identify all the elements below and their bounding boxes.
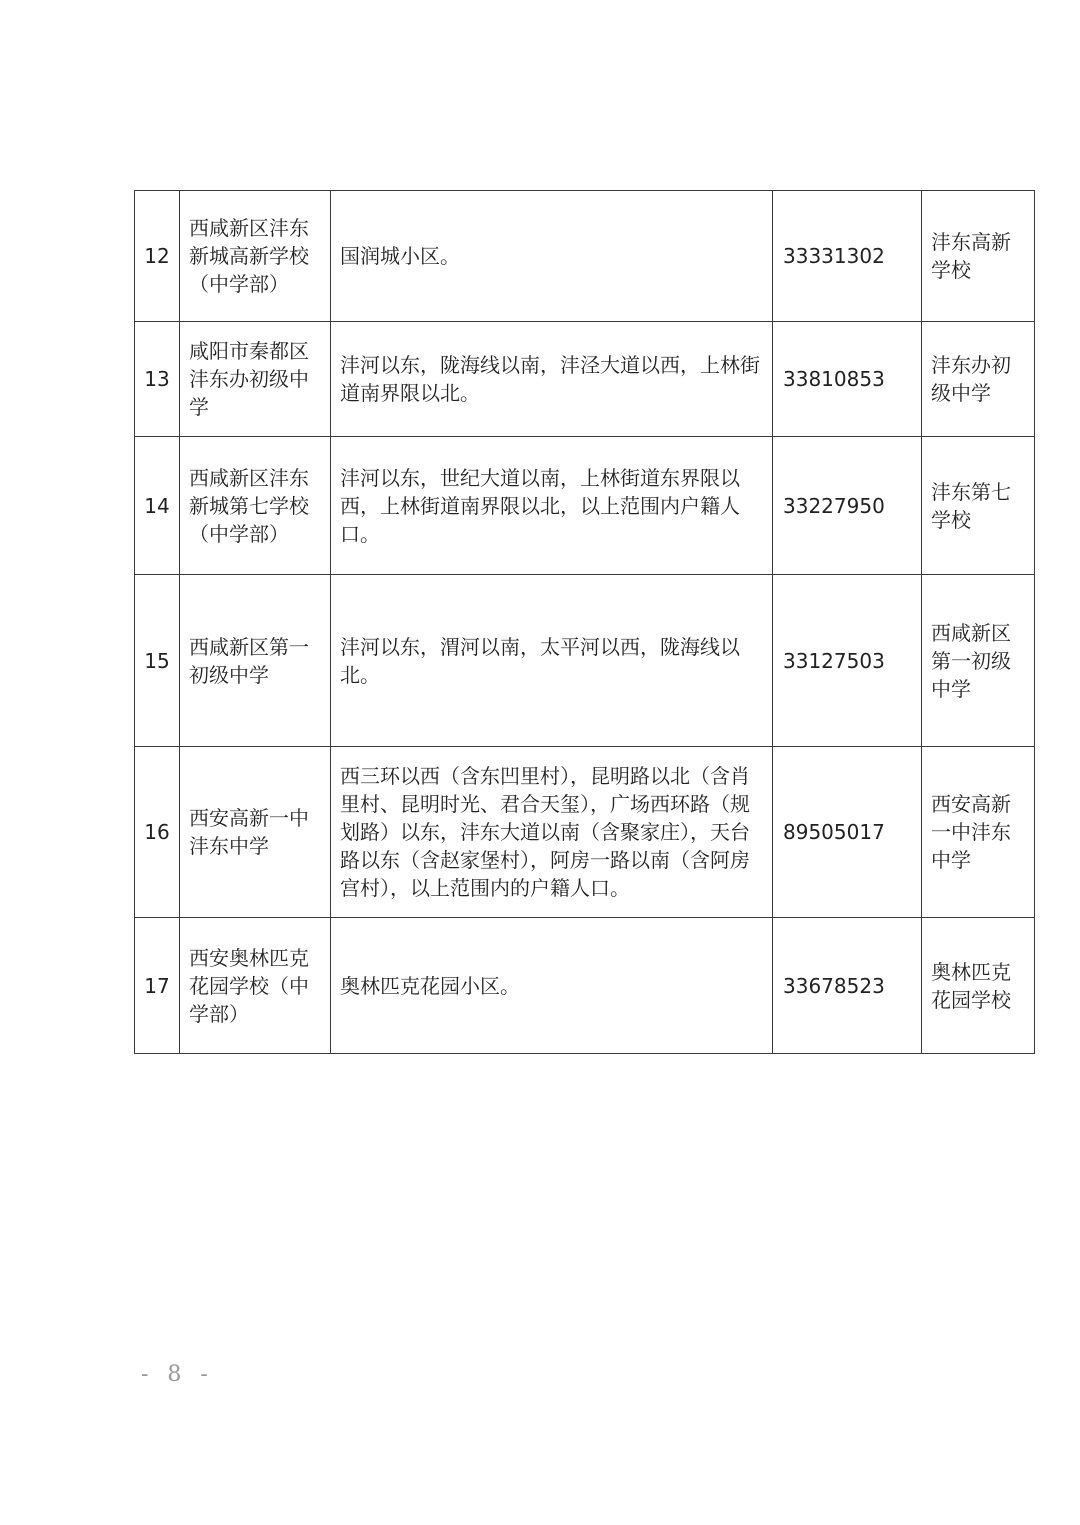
page-number: - 8 - <box>141 1362 214 1387</box>
row-number: 13 <box>135 322 180 437</box>
school-note: 西安高新一中沣东中学 <box>922 747 1035 918</box>
school-district-table <box>134 190 1035 1054</box>
phone-number: 33810853 <box>773 322 922 437</box>
school-name: 咸阳市秦都区沣东办初级中学 <box>180 322 331 437</box>
school-name: 西咸新区沣东新城第七学校（中学部） <box>180 437 331 575</box>
enrollment-area: 沣河以东，陇海线以南，沣泾大道以西，上林街道南界限以北。 <box>331 322 773 437</box>
school-name: 西安高新一中沣东中学 <box>180 747 331 918</box>
table-row <box>135 191 1035 322</box>
row-number: 14 <box>135 437 180 575</box>
school-note: 西咸新区第一初级中学 <box>922 575 1035 747</box>
phone-number: 89505017 <box>773 747 922 918</box>
school-note: 沣东第七学校 <box>922 437 1035 575</box>
enrollment-area: 奥林匹克花园小区。 <box>331 918 773 1054</box>
school-name: 西咸新区沣东新城高新学校（中学部） <box>180 191 331 322</box>
school-note: 沣东高新学校 <box>922 191 1035 322</box>
school-name: 西安奥林匹克花园学校（中学部） <box>180 918 331 1054</box>
phone-number: 33127503 <box>773 575 922 747</box>
enrollment-area: 沣河以东，渭河以南，太平河以西，陇海线以北。 <box>331 575 773 747</box>
table-row <box>135 575 1035 747</box>
row-number: 12 <box>135 191 180 322</box>
table-row <box>135 322 1035 437</box>
school-name: 西咸新区第一初级中学 <box>180 575 331 747</box>
table-row <box>135 918 1035 1054</box>
row-number: 15 <box>135 575 180 747</box>
table-row <box>135 747 1035 918</box>
phone-number: 33331302 <box>773 191 922 322</box>
row-number: 16 <box>135 747 180 918</box>
phone-number: 33678523 <box>773 918 922 1054</box>
table-row <box>135 437 1035 575</box>
school-note: 奥林匹克花园学校 <box>922 918 1035 1054</box>
enrollment-area: 沣河以东，世纪大道以南，上林街道东界限以西，上林街道南界限以北，以上范围内户籍人口。 <box>331 437 773 575</box>
enrollment-area: 国润城小区。 <box>331 191 773 322</box>
row-number: 17 <box>135 918 180 1054</box>
phone-number: 33227950 <box>773 437 922 575</box>
school-note: 沣东办初级中学 <box>922 322 1035 437</box>
enrollment-area: 西三环以西（含东凹里村），昆明路以北（含肖里村、昆明时光、君合天玺），广场西环路（规划路）以东，沣东大道以南（含聚家庄），天台路以东（含赵家堡村），阿房一路以南（含阿房宫村），以上范围内的户籍人口。 <box>331 747 773 918</box>
